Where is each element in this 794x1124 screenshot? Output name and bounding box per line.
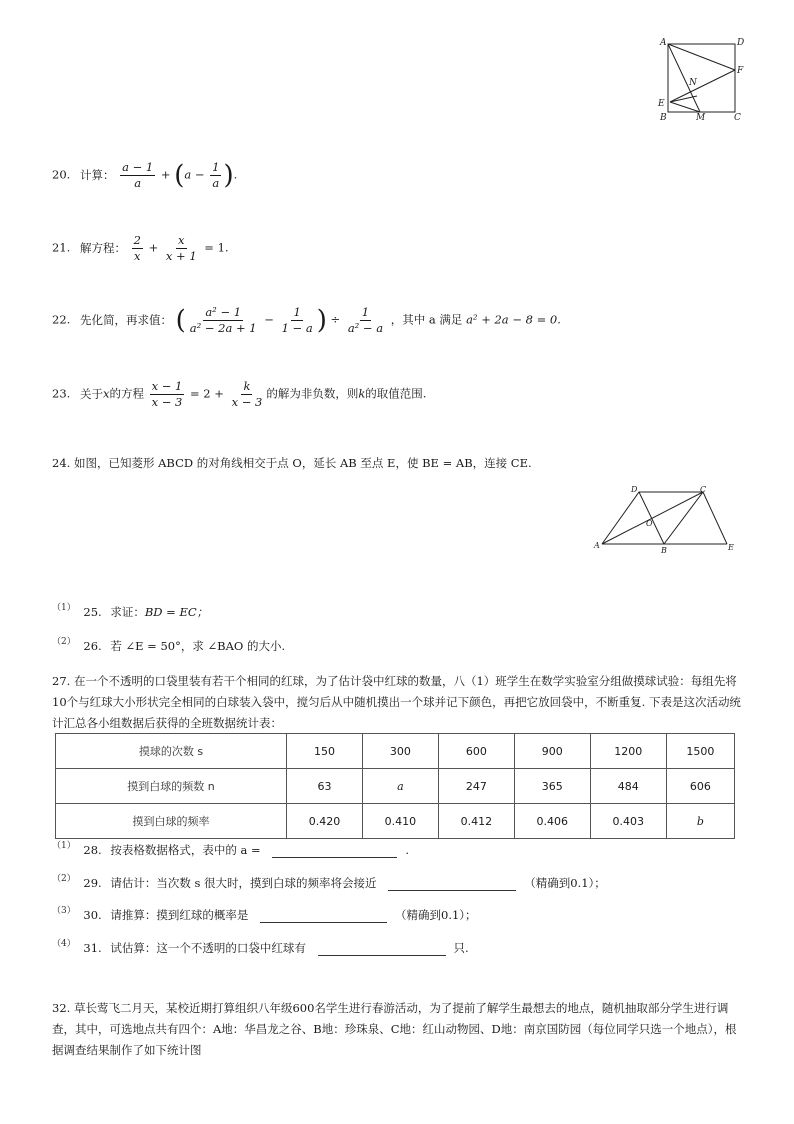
question-number: 26. xyxy=(83,639,102,653)
table-row: 摸到白球的频数 n 63 a 247 365 484 606 xyxy=(56,769,735,804)
label-B: B xyxy=(660,113,667,122)
label-C: C xyxy=(734,113,741,122)
question-number: 21. xyxy=(52,240,71,255)
answer-blank[interactable] xyxy=(260,910,387,923)
fraction: $\frac{1}{a}$ xyxy=(212,160,220,190)
label-F: F xyxy=(737,66,744,76)
label-C: C xyxy=(700,485,707,494)
fraction: $\frac{k}{x - 3}$ xyxy=(231,379,263,409)
question-number: 28. xyxy=(83,843,102,857)
question-24: 24. 如图，已知菱形 ABCD 的对角线相交于点 O，延长 AB 至点 E，使 BE = AB，连接 CE. xyxy=(52,456,532,470)
label-D: D xyxy=(631,485,638,494)
question-number: 23. xyxy=(52,386,71,401)
fraction: $\frac{x - 1}{x - 3}$ xyxy=(151,379,183,409)
answer-blank[interactable] xyxy=(272,845,397,858)
fraction: $\frac{2}{x}$ xyxy=(133,233,141,263)
question-29: $^{(2)}$ 29. 请估计：当次数 s 很大时，摸到白球的频率将会接近 （精确到0.1）； xyxy=(52,874,606,890)
fraction: $\frac{1}{1 - a}$ xyxy=(281,305,313,335)
label-D: D xyxy=(737,38,745,48)
question-27: 27. 在一个不透明的口袋里装有若干个相同的红球，为了估计袋中红球的数量，八（1）班学生在数学实验室分组做摸球试验：每组先将10个与红球大小形状完全相同的白球装入袋中，搅匀后从中随机摸出一个球并记下颜色，再把它放回袋中，不断重复. 下表是这次活动统计汇总各小组数据后获得的全班数据统计表： xyxy=(52,674,741,730)
question-number: 22. xyxy=(52,312,71,327)
question-23: 23. 关于x的方程 $\frac{x - 1}{x - 3}$ = 2 + $\frac{k}{x - 3}$ 的解为非负数，则k的取值范围. xyxy=(52,379,427,409)
statistics-table xyxy=(55,733,735,839)
answer-blank[interactable] xyxy=(388,878,516,891)
table-row: 摸到白球的频率 0.420 0.410 0.412 0.406 0.403 b xyxy=(56,804,735,839)
label-A: A xyxy=(660,38,667,48)
fraction: $\frac{1}{\text{a² − a}}$ xyxy=(347,305,384,335)
label-A: A xyxy=(594,541,600,550)
label-O: O xyxy=(646,519,653,528)
question-number: 20. xyxy=(52,167,71,182)
question-31: $^{(4)}$ 31. 试估算：这一个不透明的口袋中红球有 只. xyxy=(52,939,469,955)
question-number: 25. xyxy=(83,605,102,619)
question-30: $^{(3)}$ 30. 请推算：摸到红球的概率是 （精确到0.1）； xyxy=(52,906,477,922)
question-25: $^{(1)}$ 25. 求证：BD = EC； xyxy=(52,603,209,619)
fraction: $\frac{x}{x + 1}$ xyxy=(165,233,197,263)
label-N: N xyxy=(689,78,697,88)
question-20: 20. 计算： $\frac{a - 1}{a}$ + (a − $\frac{1}{a}$ ). xyxy=(52,160,238,191)
question-32: 32. 草长莺飞二月天，某校近期打算组织八年级600名学生进行春游活动，为了提前了解学生最想去的地点，随机抽取部分学生进行调查，其中，可选地点共有四个：A地：华昌龙之谷、B地：珍珠泉、C地：红山动物园、D地：南京国防园（每位同学只选一个地点），根据调查结果制作了如下统计图 xyxy=(52,1001,737,1057)
question-22: 22. 先化简，再求值： ( $\frac{\text{a² − 1}}{\text{a² − 2a + 1}}$ − $\frac{1}{1 - a}$ ) ÷ $\frac{1}{\text{a² − a}}$ ，其中 a 满足 a² + 2a − 8 = 0. xyxy=(52,305,561,336)
label-M: M xyxy=(696,113,706,122)
fraction: $\frac{\text{a² − 1}}{\text{a² − 2a + 1}}$ xyxy=(189,305,257,335)
table-row: 摸球的次数 s 150 300 600 900 1200 1500 xyxy=(56,734,735,769)
rhombus-figure xyxy=(590,484,740,556)
question-28: $^{(1)}$ 28. 按表格数据格式，表中的 a = . xyxy=(52,841,409,857)
question-number: 31. xyxy=(83,941,102,955)
label-B: B xyxy=(661,546,667,555)
question-21: 21. 解方程： $\frac{2}{x}$ + $\frac{x}{x + 1}$ = 1. xyxy=(52,233,229,263)
question-number: 30. xyxy=(83,908,102,922)
square-figure xyxy=(655,36,750,122)
label-E: E xyxy=(658,99,665,109)
question-number: 29. xyxy=(83,876,102,890)
label-E: E xyxy=(728,543,734,552)
question-26: $^{(2)}$ 26. 若 ∠E = 50°，求 ∠BAO 的大小. xyxy=(52,637,286,653)
answer-blank[interactable] xyxy=(318,943,446,956)
fraction: $\frac{a - 1}{a}$ xyxy=(122,160,154,190)
